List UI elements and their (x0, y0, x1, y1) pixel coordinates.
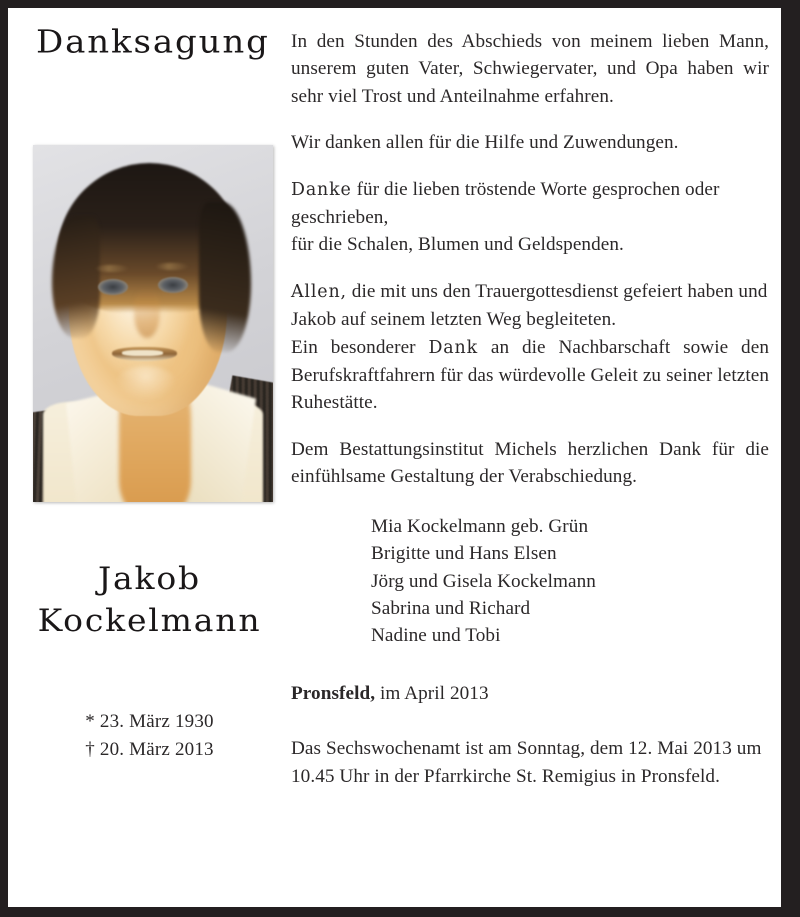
paragraph-thanks-words-rest: für die lieben tröstende Worte gesprochen oder geschrieben, (291, 178, 720, 229)
script-word-allen: Allen, (291, 281, 347, 302)
signer-item: Jörg und Gisela Kockelmann (371, 570, 596, 592)
signer-item: Nadine und Tobi (371, 625, 501, 647)
portrait-hair-left (52, 216, 100, 337)
portrait-eyebrow-left (95, 265, 129, 272)
paragraph-thanks-donations: für die Schalen, Blumen und Geldspenden. (291, 234, 624, 256)
right-column (291, 8, 781, 907)
portrait-teeth (122, 350, 163, 356)
left-column (8, 8, 291, 907)
paragraph-neighbours-rest: an die Nachbarschaft sowie den Berufskraftfahrern für das würdevolle Geleit zu seiner letzten Ruhestätte. (291, 336, 769, 414)
deceased-name (8, 558, 291, 642)
death-date: † 20. März 2013 (85, 738, 214, 760)
portrait-nose (134, 288, 160, 338)
place-and-date (291, 680, 781, 707)
script-word-dank: Dank (428, 337, 479, 358)
script-word-danke: Danke (291, 179, 352, 200)
signers-list (371, 513, 771, 650)
portrait-chin (115, 366, 177, 402)
paragraph-funeral-home: Dem Bestattungsinstitut Michels herzlichen Dank für die einfühlsame Gestaltung der Verabschiedung. (291, 438, 769, 488)
deceased-first-name: Jakob (98, 560, 201, 597)
paragraph-thanks-neighbours (291, 334, 769, 417)
page-title: Danksagung (36, 23, 270, 61)
paragraph-neighbours-before: Ein besonderer (291, 336, 429, 358)
paragraph-thanks-intro: In den Stunden des Abschieds von meinem lieben Mann, unserem guten Vater, Schwiegervater, und Opa haben wir sehr viel Trost und Anteilnahme erfahren. (291, 31, 769, 107)
signer-item: Mia Kockelmann geb. Grün (371, 515, 589, 537)
life-dates (8, 708, 291, 763)
paragraph-thanks-help: Wir danken allen für die Hilfe und Zuwendungen. (291, 132, 679, 154)
signer-item: Sabrina und Richard (371, 597, 531, 619)
card-inner (8, 8, 781, 907)
paragraph-thanks-service (291, 278, 769, 334)
place-date: im April 2013 (375, 682, 489, 704)
portrait-photo (33, 145, 273, 502)
memorial-service-notice: Das Sechswochenamt ist am Sonntag, dem 12. Mai 2013 um 10.45 Uhr in der Pfarrkirche St. Remigius in Pronsfeld. (291, 738, 762, 787)
portrait-eye-right (158, 277, 188, 293)
place-town: Pronsfeld, (291, 682, 376, 704)
portrait-eye-left (98, 279, 128, 295)
paragraph-thanks-service-rest: die mit uns den Trauergottesdienst gefeiert haben und Jakob auf seinem letzten Weg begleiteten. (291, 280, 768, 331)
portrait-eyebrow-right (155, 263, 189, 270)
card-columns (8, 8, 781, 907)
signer-item: Brigitte und Hans Elsen (371, 543, 557, 565)
paragraph-thanks-words (291, 176, 769, 232)
portrait-image (33, 145, 273, 502)
deceased-last-name: Kockelmann (37, 602, 262, 639)
birth-date: * 23. März 1930 (85, 711, 214, 732)
